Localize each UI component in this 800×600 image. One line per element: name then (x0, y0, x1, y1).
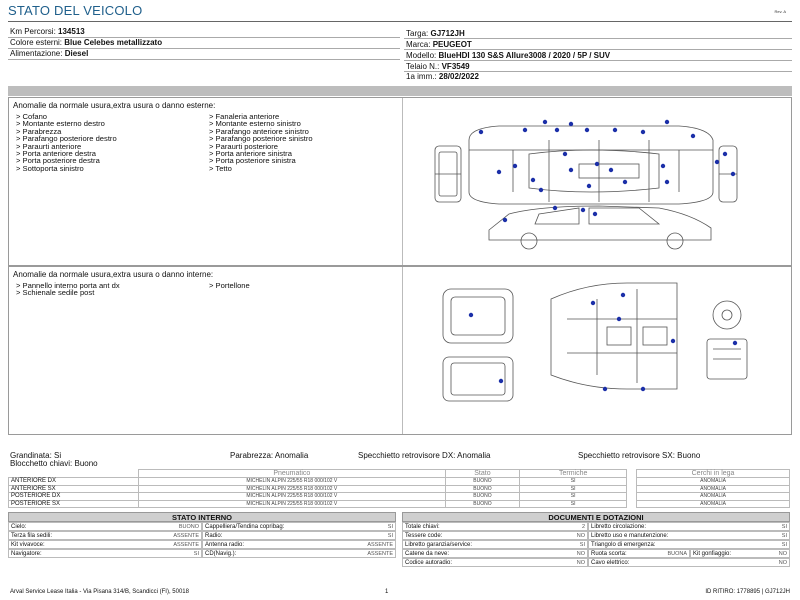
list-item: > Portellone (209, 281, 250, 290)
panel-divider (402, 98, 403, 265)
interior-item: Navigatore: SI (8, 549, 202, 558)
list-item: > Fanaleria anteriore (209, 112, 280, 121)
table-row (9, 478, 790, 486)
table-row (9, 500, 790, 508)
page-title: STATO DEL VEICOLO (8, 3, 143, 18)
interior-item: Terza fila sedili: ASSENTE (8, 531, 202, 540)
status-parabrezza: Parabrezza: Anomalia (230, 451, 309, 460)
header-divider (8, 21, 792, 22)
external-damage-panel (8, 97, 792, 266)
list-item: > Parafango posteriore destro (16, 134, 117, 144)
status-blocchetto: Blocchetto chiavi: Buono (10, 459, 98, 468)
footer-company: Arval Service Lease Italia - Via Pisana 314/B, Scandicci (FI), 50018 (10, 589, 189, 595)
interior-item: Kit vivavoce: ASSENTE (8, 540, 202, 549)
status-mirror-sx: Specchietto retrovisore SX: Buono (578, 451, 701, 460)
list-item: > Parabrezza (16, 126, 62, 136)
list-item: > Tetto (209, 163, 232, 173)
internal-damage-list-1 (16, 282, 120, 297)
tire-model: MICHELIN ALPIN 225/55 R18 000/102 V (139, 500, 446, 508)
internal-damage-list-2 (209, 282, 250, 289)
internal-damage-title: Anomalie da normale usura,extra usura o danno interne: (13, 270, 214, 279)
tire-state: BUONO (445, 500, 520, 508)
doc-item: Kit gonfiaggio: NO (690, 549, 790, 558)
tire-winter: SI (520, 493, 627, 501)
list-item: > Parafango anteriore sinistro (209, 126, 309, 136)
row-divider (8, 59, 400, 60)
doc-item: Tessere code: NO (402, 531, 588, 540)
tire-position: POSTERIORE SX (9, 500, 139, 508)
interior-item: Antenna radio: ASSENTE (202, 540, 396, 549)
tire-state: BUONO (445, 485, 520, 493)
row-divider (404, 60, 792, 61)
col-header: Stato (445, 470, 520, 478)
doc-item: Libretto uso e manutenzione: SI (588, 531, 790, 540)
footer-id: ID RITIRO: 1778895 | GJ712JH (705, 589, 790, 595)
doc-item: Catene da neve: NO (402, 549, 588, 558)
col-header: Termiche (520, 470, 627, 478)
doc-item: Triangolo di emergenza: SI (588, 540, 790, 549)
external-damage-title: Anomalie da normale usura,extra usura o danno esterne: (13, 101, 216, 110)
list-item: > Porta posteriore destra (16, 156, 100, 166)
tire-winter: SI (520, 478, 627, 486)
footer-page: 1 (385, 589, 389, 595)
col-header: Pneumatico (139, 470, 446, 478)
list-item: > Porta anteriore sinistra (209, 149, 292, 159)
tire-position: POSTERIORE DX (9, 493, 139, 501)
status-grandinata: Grandinata: Si (10, 451, 62, 460)
panel-divider (402, 267, 403, 434)
col-header: Cerchi in lega (637, 470, 790, 478)
tire-state: BUONO (445, 478, 520, 486)
table-row (9, 485, 790, 493)
list-item: > Schienale sedile post (16, 288, 95, 298)
doc-item: Libretto garanzia/service: SI (402, 540, 588, 549)
tire-state: BUONO (445, 493, 520, 501)
external-damage-list-1 (16, 113, 117, 172)
documents-title: DOCUMENTI E DOTAZIONI (402, 512, 790, 522)
model-field: Modello: BlueHDI 130 S&S Allure3008 / 2020 / 5P / SUV (406, 51, 611, 60)
tire-rims: ANOMALIA (637, 500, 790, 508)
doc-item: Cavo elettrico: NO (588, 558, 790, 567)
doc-item: Ruota scorta: BUONA (588, 549, 690, 558)
list-item: > Porta anteriore destra (16, 149, 96, 159)
internal-damage-panel (8, 266, 792, 435)
registration-field: 1a imm.: 28/02/2022 (406, 72, 479, 81)
tire-rims: ANOMALIA (637, 478, 790, 486)
revision-label: Rev. A (774, 9, 786, 14)
tire-winter: SI (520, 500, 627, 508)
exterior-car-diagram (429, 110, 739, 258)
tire-rims: ANOMALIA (637, 485, 790, 493)
interior-car-diagram (437, 279, 757, 409)
chassis-field: Telaio N.: VF3549 (406, 62, 470, 71)
interior-item: Radio: SI (202, 531, 396, 540)
list-item: > Montante esterno sinistro (209, 119, 301, 129)
list-item: > Sottoporta sinistro (16, 163, 84, 173)
fuel-field: Alimentazione: Diesel (10, 49, 89, 58)
doc-item: Codice autoradio: NO (402, 558, 588, 567)
doc-item: Totale chiavi: 2 (402, 522, 588, 531)
list-item: > Cofano (16, 112, 48, 121)
external-damage-list-2 (209, 113, 313, 172)
list-item: > Porta posteriore sinistra (209, 156, 296, 166)
table-row (9, 493, 790, 501)
interior-item: Cappelliera/Tendina copribag: SI (202, 522, 396, 531)
list-item: > Paraurti anteriore (16, 141, 82, 151)
tire-model: MICHELIN ALPIN 225/55 R18 000/102 V (139, 485, 446, 493)
brand-field: Marca: PEUGEOT (406, 40, 472, 49)
tires-table (8, 469, 790, 508)
tire-position: ANTERIORE DX (9, 478, 139, 486)
list-item: > Paraurti posteriore (209, 141, 279, 151)
tire-model: MICHELIN ALPIN 225/55 R18 000/102 V (139, 493, 446, 501)
table-header-row (9, 470, 790, 478)
tire-winter: SI (520, 485, 627, 493)
tire-position: ANTERIORE SX (9, 485, 139, 493)
km-field: Km Percorsi: 134513 (10, 27, 85, 36)
section-band (8, 86, 792, 96)
status-mirror-dx: Specchietto retrovisore DX: Anomalia (358, 451, 491, 460)
tire-model: MICHELIN ALPIN 225/55 R18 000/102 V (139, 478, 446, 486)
interior-item: Cielo: BUONO (8, 522, 202, 531)
row-divider (404, 49, 792, 50)
tire-rims: ANOMALIA (637, 493, 790, 501)
color-field: Colore esterni: Blue Celebes metallizzato (10, 38, 163, 47)
list-item: > Montante esterno destro (16, 119, 105, 129)
interior-item: CD(Navig.): ASSENTE (202, 549, 396, 558)
interior-state-title: STATO INTERNO (8, 512, 396, 522)
plate-field: Targa: GJ712JH (406, 29, 465, 38)
list-item: > Pannello interno porta ant dx (16, 281, 120, 290)
row-divider (404, 38, 792, 39)
doc-item: Libretto circolazione: SI (588, 522, 790, 531)
list-item: > Parafango posteriore sinistro (209, 134, 313, 144)
